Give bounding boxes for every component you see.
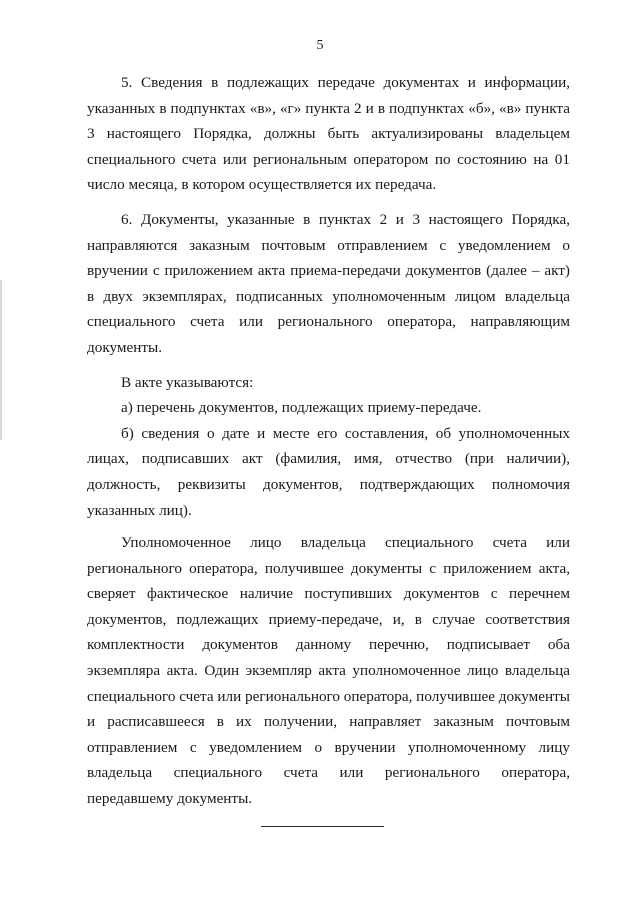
act-contents-heading: В акте указываются: <box>121 373 254 391</box>
paragraph-item-5: 5. Сведения в подлежащих передаче документах и информации, указанных в подпунктах «в», «г» пункта 2 и в подпунктах «б», «в» пункта 3 настоящего Порядка, должны быть актуализированы владельцем специального счета или региональным оператором по состоянию на 01 число месяца, в котором осуществляется их передача. <box>87 74 570 194</box>
end-of-text-rule <box>261 826 384 827</box>
subitem-b: б) сведения о дате и месте его составления, об уполномоченных лицах, подписавших акт (фамилия, имя, отчество (при наличии), должность, реквизиты документов, подтверждающих полномочия указанных лиц). <box>87 424 570 519</box>
subitem-a: а) перечень документов, подлежащих приему-передаче. <box>121 399 482 417</box>
document-body <box>87 70 570 812</box>
paragraph-item-6: 6. Документы, указанные в пунктах 2 и 3 настоящего Порядка, направляются заказным почтовым отправлением с уведомлением о вручении с приложением акта приема-передачи документов (далее – акт) в двух экземплярах, подписанных уполномоченным лицом владельца специального счета или регионального оператора, направляющим документы. <box>87 210 570 356</box>
paragraph-authorized-person: Уполномоченное лицо владельца специального счета или регионального оператора, получившее документы с приложением акта, сверяет фактическое наличие поступивших документов с перечнем документов, подлежащих приему-передаче, и, в случае соответствия комплектности документов данному перечню, подписывает оба экземпляра акта. Один экземпляр акта уполномоченное лицо владельца специального счета или регионального оператора, получившее документы и расписавшееся в их получении, направляет заказным почтовым отправлением с уведомлением о вручении уполномоченному лицу владельца специального счета или регионального оператора, передавшему документы. <box>87 534 570 808</box>
scan-edge-mark <box>0 280 2 440</box>
page-number: 5 <box>316 38 324 53</box>
